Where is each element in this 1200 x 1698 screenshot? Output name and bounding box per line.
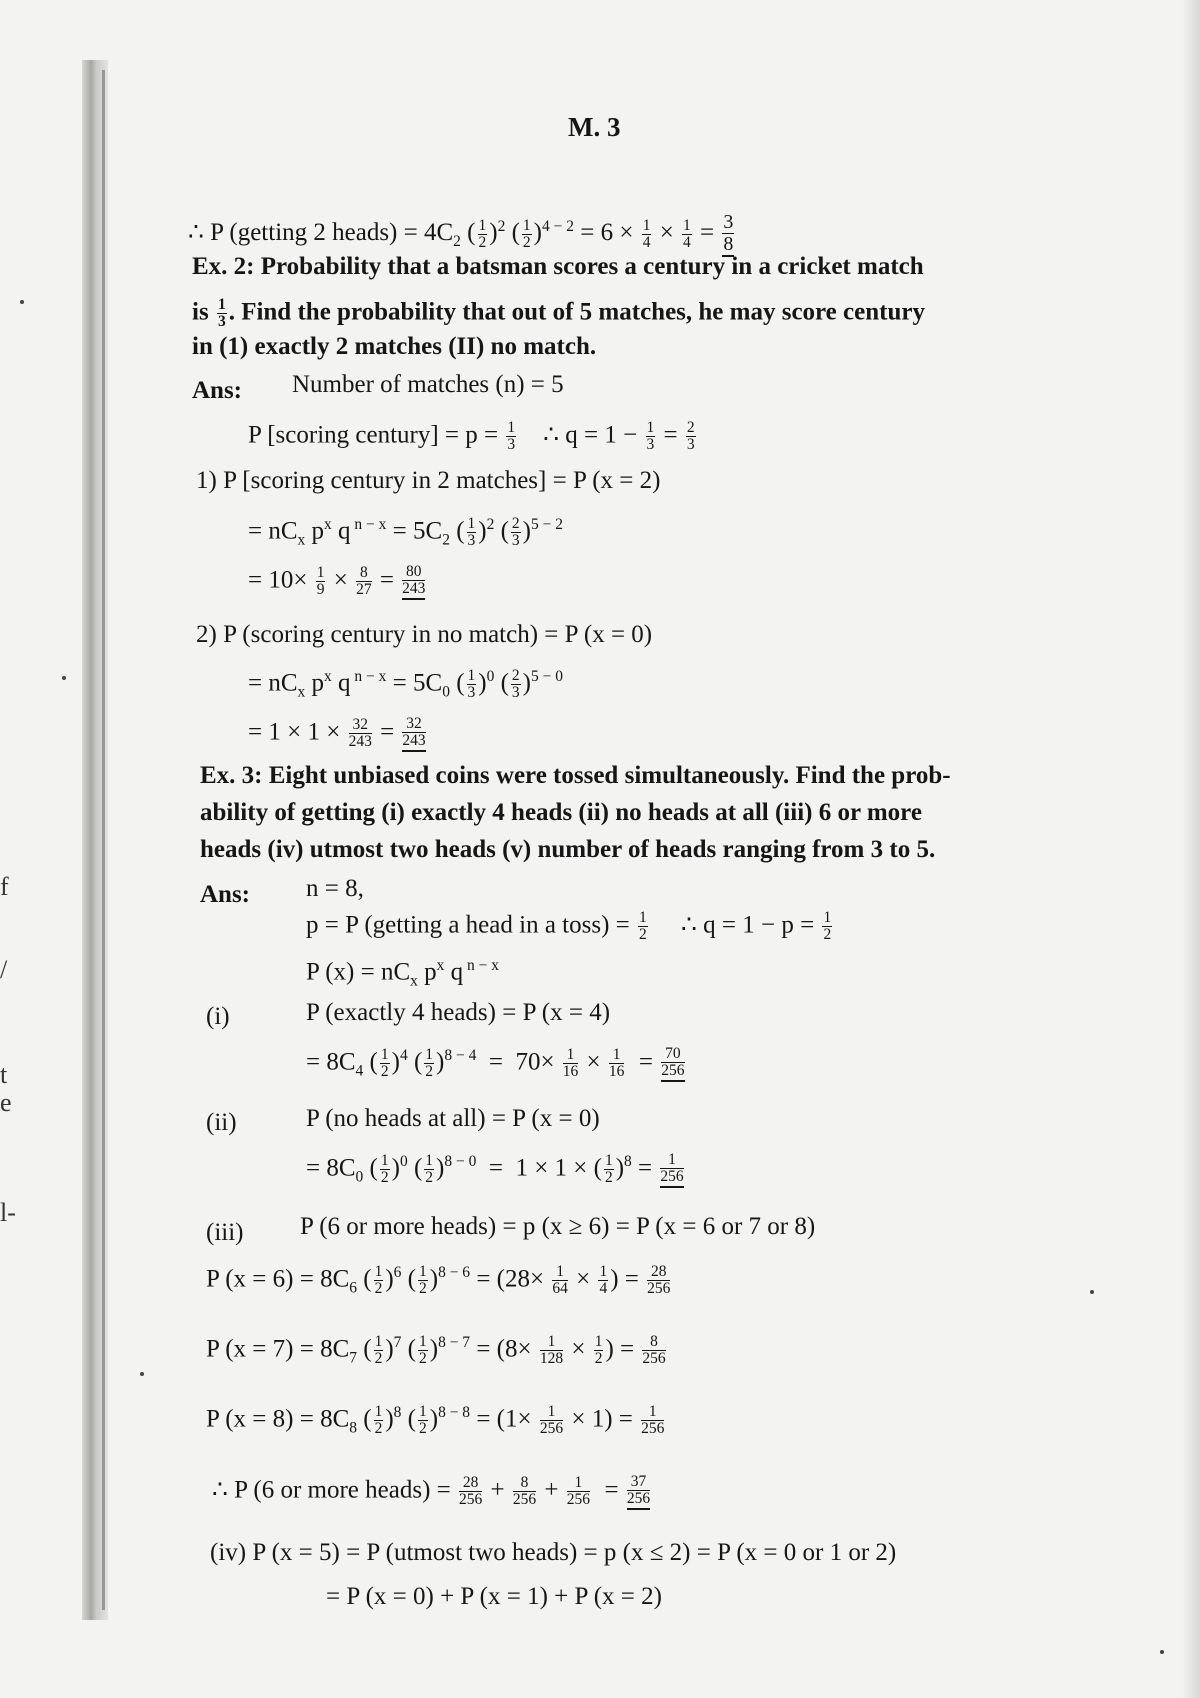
part-i-calc: = $8C_4$ ( $\frac{1}{2}$ )$^4$ ( $\frac{1}{2}$ )$^{8 - 4}$ = 70× $\frac{1}{16}$ × $\frac{1}{16}$ = $\frac{70}{256}$ [306,1045,685,1081]
part-i-label: (i) [206,1003,230,1030]
speck [1160,1650,1164,1654]
item-1-result: = 10× $\frac{1}{9}$ × $\frac{8}{27}$ = $\frac{80}{243}$ [248,563,426,599]
part-ii-text: P (no heads at all) = P (x = 0) [306,1105,600,1132]
sum-line: ∴ P (6 or more heads) = $\frac{28}{256}$ + $\frac{8}{256}$ + $\frac{1}{256}$ = $\frac{37}{256}$ [212,1473,651,1509]
speck [1090,1290,1094,1294]
item-1: 1) P [scoring century in 2 matches] = P (x = 2) [196,467,661,494]
margin-fragment: e [0,1088,12,1117]
ex2-question-line: Ex. 2: Probability that a batsman scores a century in a cricket match [192,253,924,280]
margin-fragment: l- [0,1198,16,1227]
px-formula: P $(x) = nC_x$ $p^x$ q $^{n - x}$ [306,957,500,990]
ex2-question-line: is $\frac{1}{3}$ . Find the probability that out of 5 matches, he may score century [192,296,925,331]
item-2: 2) P (scoring century in no match) = P (x = 0) [196,621,653,648]
item-2-result: = 1 × 1 × $\frac{32}{243}$ = $\frac{32}{243}$ [248,715,426,751]
ex2-question-line: in (1) exactly 2 matches (II) no match. [192,333,597,360]
px8-line: P $(x = 8) = 8C_8$ ( $\frac{1}{2}$ )$^8$ ( $\frac{1}{2}$ )$^{8 - 8}$ = (1× $\frac{1}{256}$ × 1) = $\frac{1}{256}$ [206,1403,665,1438]
n-value: n = 8, [306,875,364,902]
page-edge [1182,0,1200,1698]
part-i-text: P (exactly 4 heads) = P (x = 4) [306,999,611,1026]
book-spine-line [102,70,105,1610]
px7-line: P $(x = 7) = 8C_7$ ( $\frac{1}{2}$ )$^7$ ( $\frac{1}{2}$ )$^{8 - 7}$ = (8× $\frac{1}{128}$ × $\frac{1}{2}$ ) = $\frac{8}{256}$ [206,1333,666,1368]
page-number: M. 3 [568,112,621,142]
margin-fragment: / [0,955,8,984]
ex3-question-line: ability of getting (i) exactly 4 heads (ii) no heads at all (iii) 6 or more [200,799,922,826]
ex3-question-line: Ex. 3: Eight unbiased coins were tossed simultaneously. Find the prob- [200,762,951,789]
part-ii-label: (ii) [206,1109,237,1136]
part-ii-calc: = $8C_0$ ( $\frac{1}{2}$ )$^0$ ( $\frac{1}{2}$ )$^{8 - 0}$ = 1 × 1 × ( $\frac{1}{2}$ )$^8$ = $\frac{1}{256}$ [306,1151,684,1187]
answer-text: Number of matches (n) = 5 [292,371,564,398]
item-2-formula: = $nC_x$ $p^x$ q $^{n - x} = 5C_0$ ( $\frac{1}{3}$ )$^0$ ( $\frac{2}{3}$ )$^{5 - 0}$ [248,667,563,702]
px6-line: P $(x = 6) = 8C_6$ ( $\frac{1}{2}$ )$^6$ ( $\frac{1}{2}$ )$^{8 - 6}$ = (28× $\frac{1}{64}$ × $\frac{1}{4}$ ) = $\frac{28}{256}$ [206,1263,671,1298]
probability-line: P [scoring century] = p = $\frac{1}{3}$ ∴ q = 1 − $\frac{1}{3}$ = $\frac{2}{3}$ [248,419,695,454]
part-iii-text: P (6 or more heads) = p (x ≥ 6) = P (x = 6 or 7 or 8) [300,1213,816,1240]
p-head-line: p = P (getting a head in a toss) = $\frac{1}{2}$ ∴ q = 1 − p = $\frac{1}{2}$ [306,909,832,944]
part-iv-sum: = P (x = 0) + P (x = 1) + P (x = 2) [326,1583,662,1610]
margin-fragment: t [0,1060,8,1089]
speck [62,676,66,680]
answer-label: Ans: [200,881,251,908]
ex3-question-line: heads (iv) utmost two heads (v) number of heads ranging from 3 to 5. [200,836,936,863]
heads-probability-line: ∴ P (getting 2 heads) = $4C_2$ ( $\frac{1}{2}$ )$^2$ ( $\frac{1}{2}$ )$^{4 - 2}$ = 6 × $\frac{1}{4}$ × $\frac{1}{4}$ = $\frac{3}{8}$ [188,211,734,255]
item-1-formula: = $nC_x$ $p^x$ q $^{n - x} = 5C_2$ ( $\frac{1}{3}$ )$^2$ ( $\frac{2}{3}$ )$^{5 - 2}$ [248,515,563,550]
answer-label: Ans: [192,377,243,404]
speck [20,300,24,304]
margin-fragment: f [0,872,9,901]
part-iv-text: (iv) P (x = 5) = P (utmost two heads) = p (x ≤ 2) = P (x = 0 or 1 or 2) [210,1539,897,1566]
speck [140,1372,144,1376]
part-iii-label: (iii) [206,1219,244,1246]
